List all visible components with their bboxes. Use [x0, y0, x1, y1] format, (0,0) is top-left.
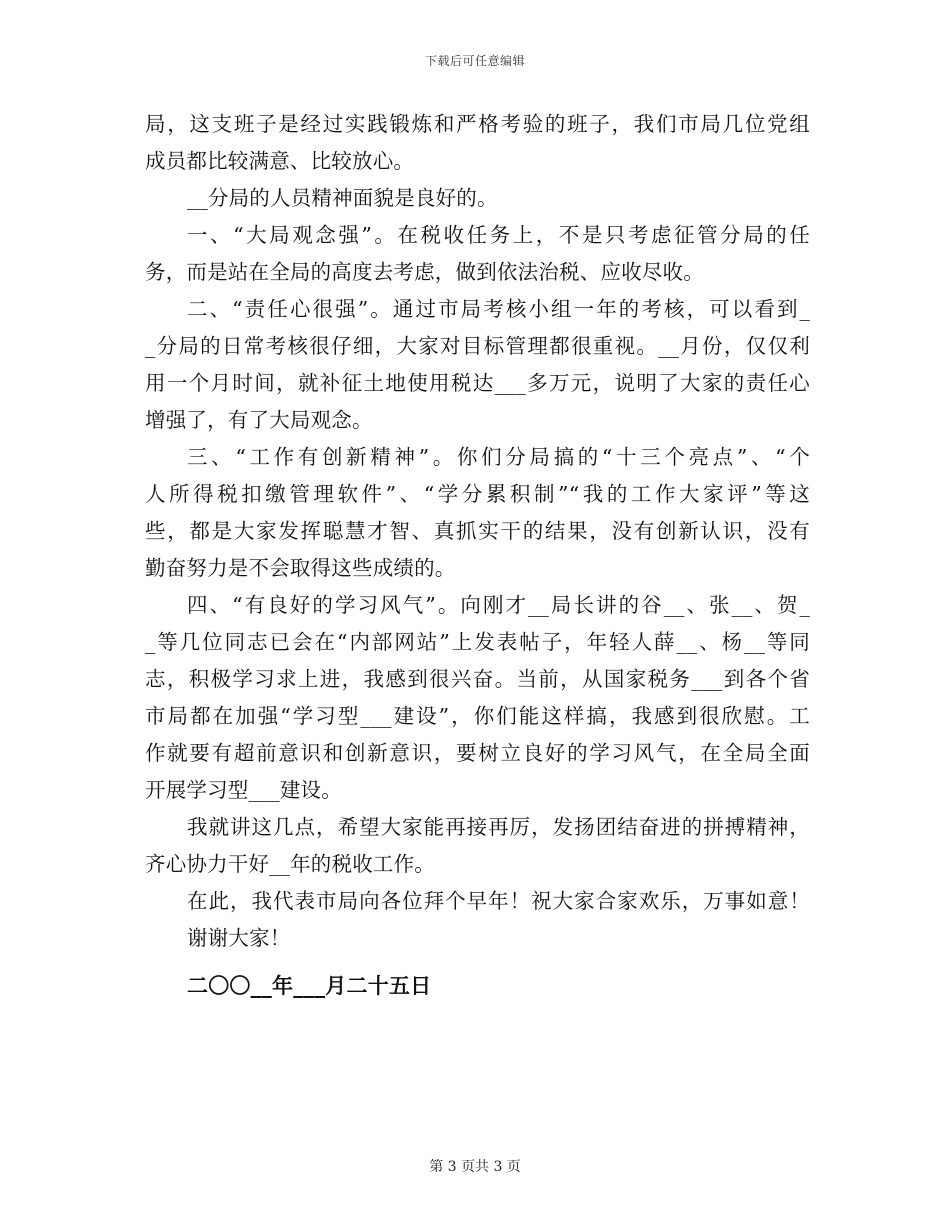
page-header-note: 下载后可任意编辑 [424, 54, 525, 68]
body-line: 人所得税扣缴管理软件”、“学分累积制”“我的工作大家评”等这 [145, 482, 810, 506]
body-line: 二、“责任心很强”。通过市局考核小组一年的考核，可以看到_ [187, 297, 810, 321]
body-line: 谢谢大家！ [187, 926, 291, 950]
body-line: 用一个月时间，就补征土地使用税达___多万元，说明了大家的责任心 [145, 371, 810, 395]
body-line: 一、“大局观念强”。在税收任务上，不是只考虑征管分局的任 [187, 223, 810, 247]
body-line: 增强了，有了大局观念。 [145, 408, 373, 432]
body-line: _分局的日常考核很仔细，大家对目标管理都很重视。__月份，仅仅利 [145, 334, 810, 358]
body-line: 成员都比较满意、比较放心。 [145, 149, 415, 173]
body-line: 作就要有超前意识和创新意识，要树立良好的学习风气，在全局全面 [145, 741, 810, 765]
body-line: 局，这支班子是经过实践锻炼和严格考验的班子，我们市局几位党组 [145, 112, 810, 136]
body-line: 我就讲这几点，希望大家能再接再厉，发扬团结奋进的拼搏精神， [187, 815, 810, 839]
page-number: 第 3 页共 3 页 [429, 1159, 521, 1175]
body-line: __分局的人员精神面貌是良好的。 [187, 186, 498, 210]
body-line: 志，积极学习求上进，我感到很兴奋。当前，从国家税务___到各个省 [145, 667, 810, 691]
body-line: 务，而是站在全局的高度去考虑，做到依法治税、应收尽收。 [145, 260, 704, 284]
spacer [145, 957, 810, 967]
body-line: _等几位同志已会在“内部网站”上发表帖子，年轻人薛__、杨__等同 [145, 630, 810, 654]
document-date: 二〇〇__年___月二十五日 [187, 973, 432, 998]
body-line: 四、“有良好的学习风气”。向刚才__局长讲的谷__、张__、贺_ [187, 593, 810, 617]
body-line: 勤奋努力是不会取得这些成绩的。 [145, 556, 456, 580]
body-line: 开展学习型___建设。 [145, 778, 342, 802]
body-line: 在此，我代表市局向各位拜个早年！祝大家合家欢乐，万事如意！ [187, 889, 810, 913]
body-line: 市局都在加强“学习型___建设”，你们能这样搞，我感到很欣慰。工 [145, 704, 810, 728]
body-line: 些，都是大家发挥聪慧才智、真抓实干的结果，没有创新认识，没有 [145, 519, 810, 543]
document-body [145, 106, 810, 1004]
body-line: 三、“工作有创新精神”。你们分局搞的“十三个亮点”、“个 [187, 445, 810, 469]
body-line: 齐心协力干好__年的税收工作。 [145, 852, 435, 876]
